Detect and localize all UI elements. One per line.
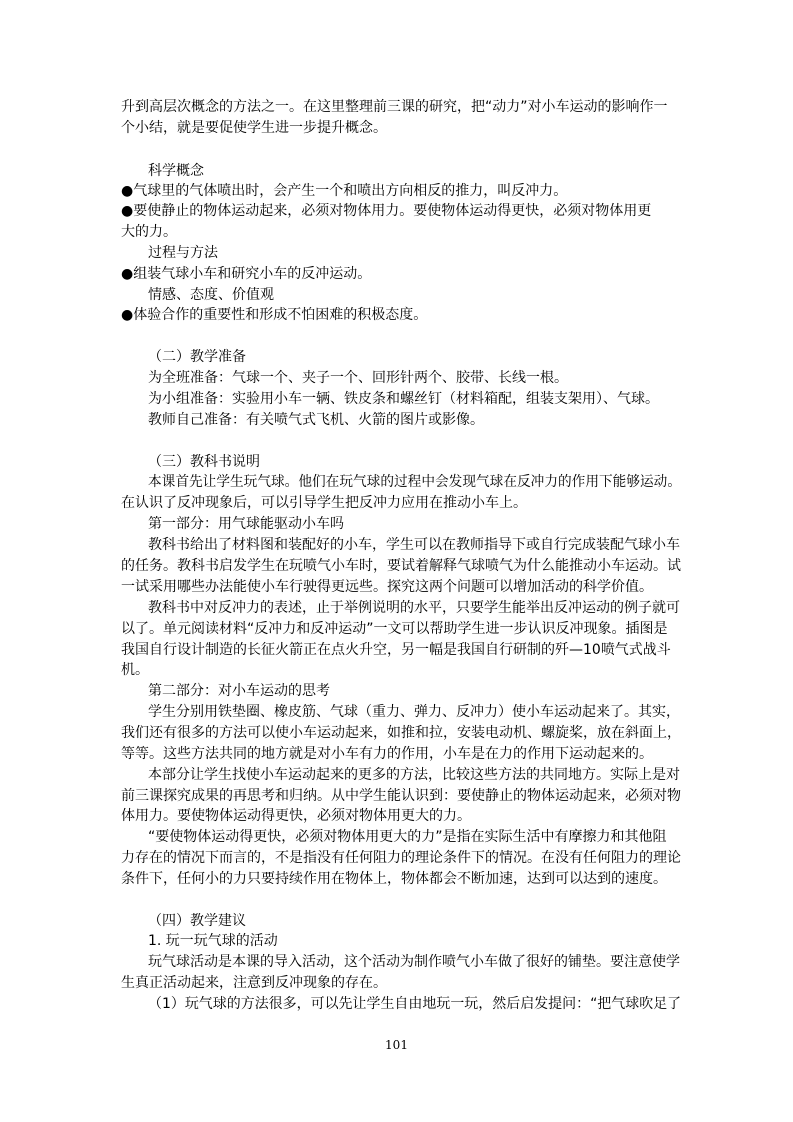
text-line: 体用力。要使物体运动得更快，必须对物体用更大的力。	[121, 808, 471, 824]
text-line: 以了。单元阅读材料“反冲力和反冲运动”一文可以帮助学生进一步认识反冲现象。插图是	[121, 621, 668, 637]
text-line: 教科书给出了材料图和装配好的小车，学生可以在教师指导下或自行完成装配气球小车	[148, 537, 680, 553]
text-line: 我们还有很多的方法可以使小车运动起来，如推和拉，安装电动机、螺旋桨，放在斜面上，	[121, 725, 681, 741]
text-line: 升到高层次概念的方法之一。在这里整理前三课的研究，把“动力”对小车运动的影响作一	[121, 99, 668, 115]
text-line: 教科书中对反冲力的表述，止于举例说明的水平，只要学生能举出反冲运动的例子就可	[148, 600, 680, 616]
bullet-item: ●气球里的气体喷出时，会产生一个和喷出方向相反的推力，叫反冲力。	[121, 183, 568, 199]
subsection-heading: 第二部分：对小车运动的思考	[148, 683, 330, 699]
section-heading: （二）教学准备	[148, 349, 246, 365]
section-heading: 过程与方法	[148, 245, 218, 261]
section-heading: 科学概念	[148, 163, 204, 179]
text-line: 个小结，就是要促使学生进一步提升概念。	[121, 120, 387, 136]
page-number: 101	[385, 1038, 408, 1052]
text-line: （1）玩气球的方法很多，可以先让学生自由地玩一玩，然后启发提问：“把气球吹足了	[148, 996, 682, 1012]
text-line: 生真正活动起来，注意到反冲现象的存在。	[121, 975, 387, 991]
text-line: 本课首先让学生玩气球。他们在玩气球的过程中会发现气球在反冲力的作用下能够运动。	[148, 474, 682, 490]
text-line: 大的力。	[121, 224, 177, 240]
section-heading: （三）教科书说明	[148, 454, 260, 470]
text-line: 我国自行设计制造的长征火箭正在点火升空，另一幅是我国自行研制的歼—10喷气式战斗	[121, 642, 671, 658]
text-line: 一试采用哪些办法能使小车行驶得更远些。探究这两个问题可以增加活动的科学价值。	[121, 579, 653, 595]
text-line: 条件下，任何小的力只要持续作用在物体上，物体都会不断加速，达到可以达到的速度。	[121, 871, 667, 887]
section-heading: 情感、态度、价值观	[148, 287, 274, 303]
text-line: 玩气球活动是本课的导入活动，这个活动为制作喷气小车做了很好的铺垫。要注意使学	[148, 954, 680, 970]
text-line: 等等。这些方法共同的地方就是对小车有力的作用，小车是在力的作用下运动起来的。	[121, 746, 653, 762]
bullet-item: ●要使静止的物体运动起来，必须对物体用力。要使物体运动得更快，必须对物体用更	[121, 203, 652, 219]
text-line: “要使物体运动得更快，必须对物体用更大的力”是指在实际生活中有摩擦力和其他阻	[148, 829, 667, 845]
text-line: 的任务。教科书启发学生在玩喷气小车时，要试着解释气球喷气为什么能推动小车运动。试	[121, 558, 681, 574]
text-line: 在认识了反冲现象后，可以引导学生把反冲力应用在推动小车上。	[121, 495, 527, 511]
text-line: 为全班准备：气球一个、夹子一个、回形针两个、胶带、长线一根。	[148, 370, 568, 386]
text-line: 前三课探究成果的再思考和归纳。从中学生能认识到：要使静止的物体运动起来，必须对物	[121, 788, 681, 804]
text-line: 本部分让学生找使小车运动起来的更多的方法，比较这些方法的共同地方。实际上是对	[148, 767, 680, 783]
bullet-item: ●体验合作的重要性和形成不怕困难的积极态度。	[121, 307, 428, 323]
section-heading: （四）教学建议	[148, 913, 246, 929]
subsection-heading: 1. 玩一玩气球的活动	[148, 933, 278, 949]
text-line: 为小组准备：实验用小车一辆、铁皮条和螺丝钉（材料箱配，组装支架用）、气球。	[148, 391, 659, 407]
bullet-item: ●组装气球小车和研究小车的反冲运动。	[121, 266, 372, 282]
subsection-heading: 第一部分：用气球能驱动小车吗	[148, 516, 344, 532]
text-line: 学生分别用铁垫圈、橡皮筋、气球（重力、弹力、反冲力）使小车运动起来了。其实，	[148, 704, 680, 720]
text-line: 教师自己准备：有关喷气式飞机、火箭的图片或影像。	[148, 412, 484, 428]
text-line: 机。	[121, 662, 149, 678]
text-line: 力存在的情况下而言的，不是指没有任何阻力的理论条件下的情况。在没有任何阻力的理论	[121, 850, 681, 866]
